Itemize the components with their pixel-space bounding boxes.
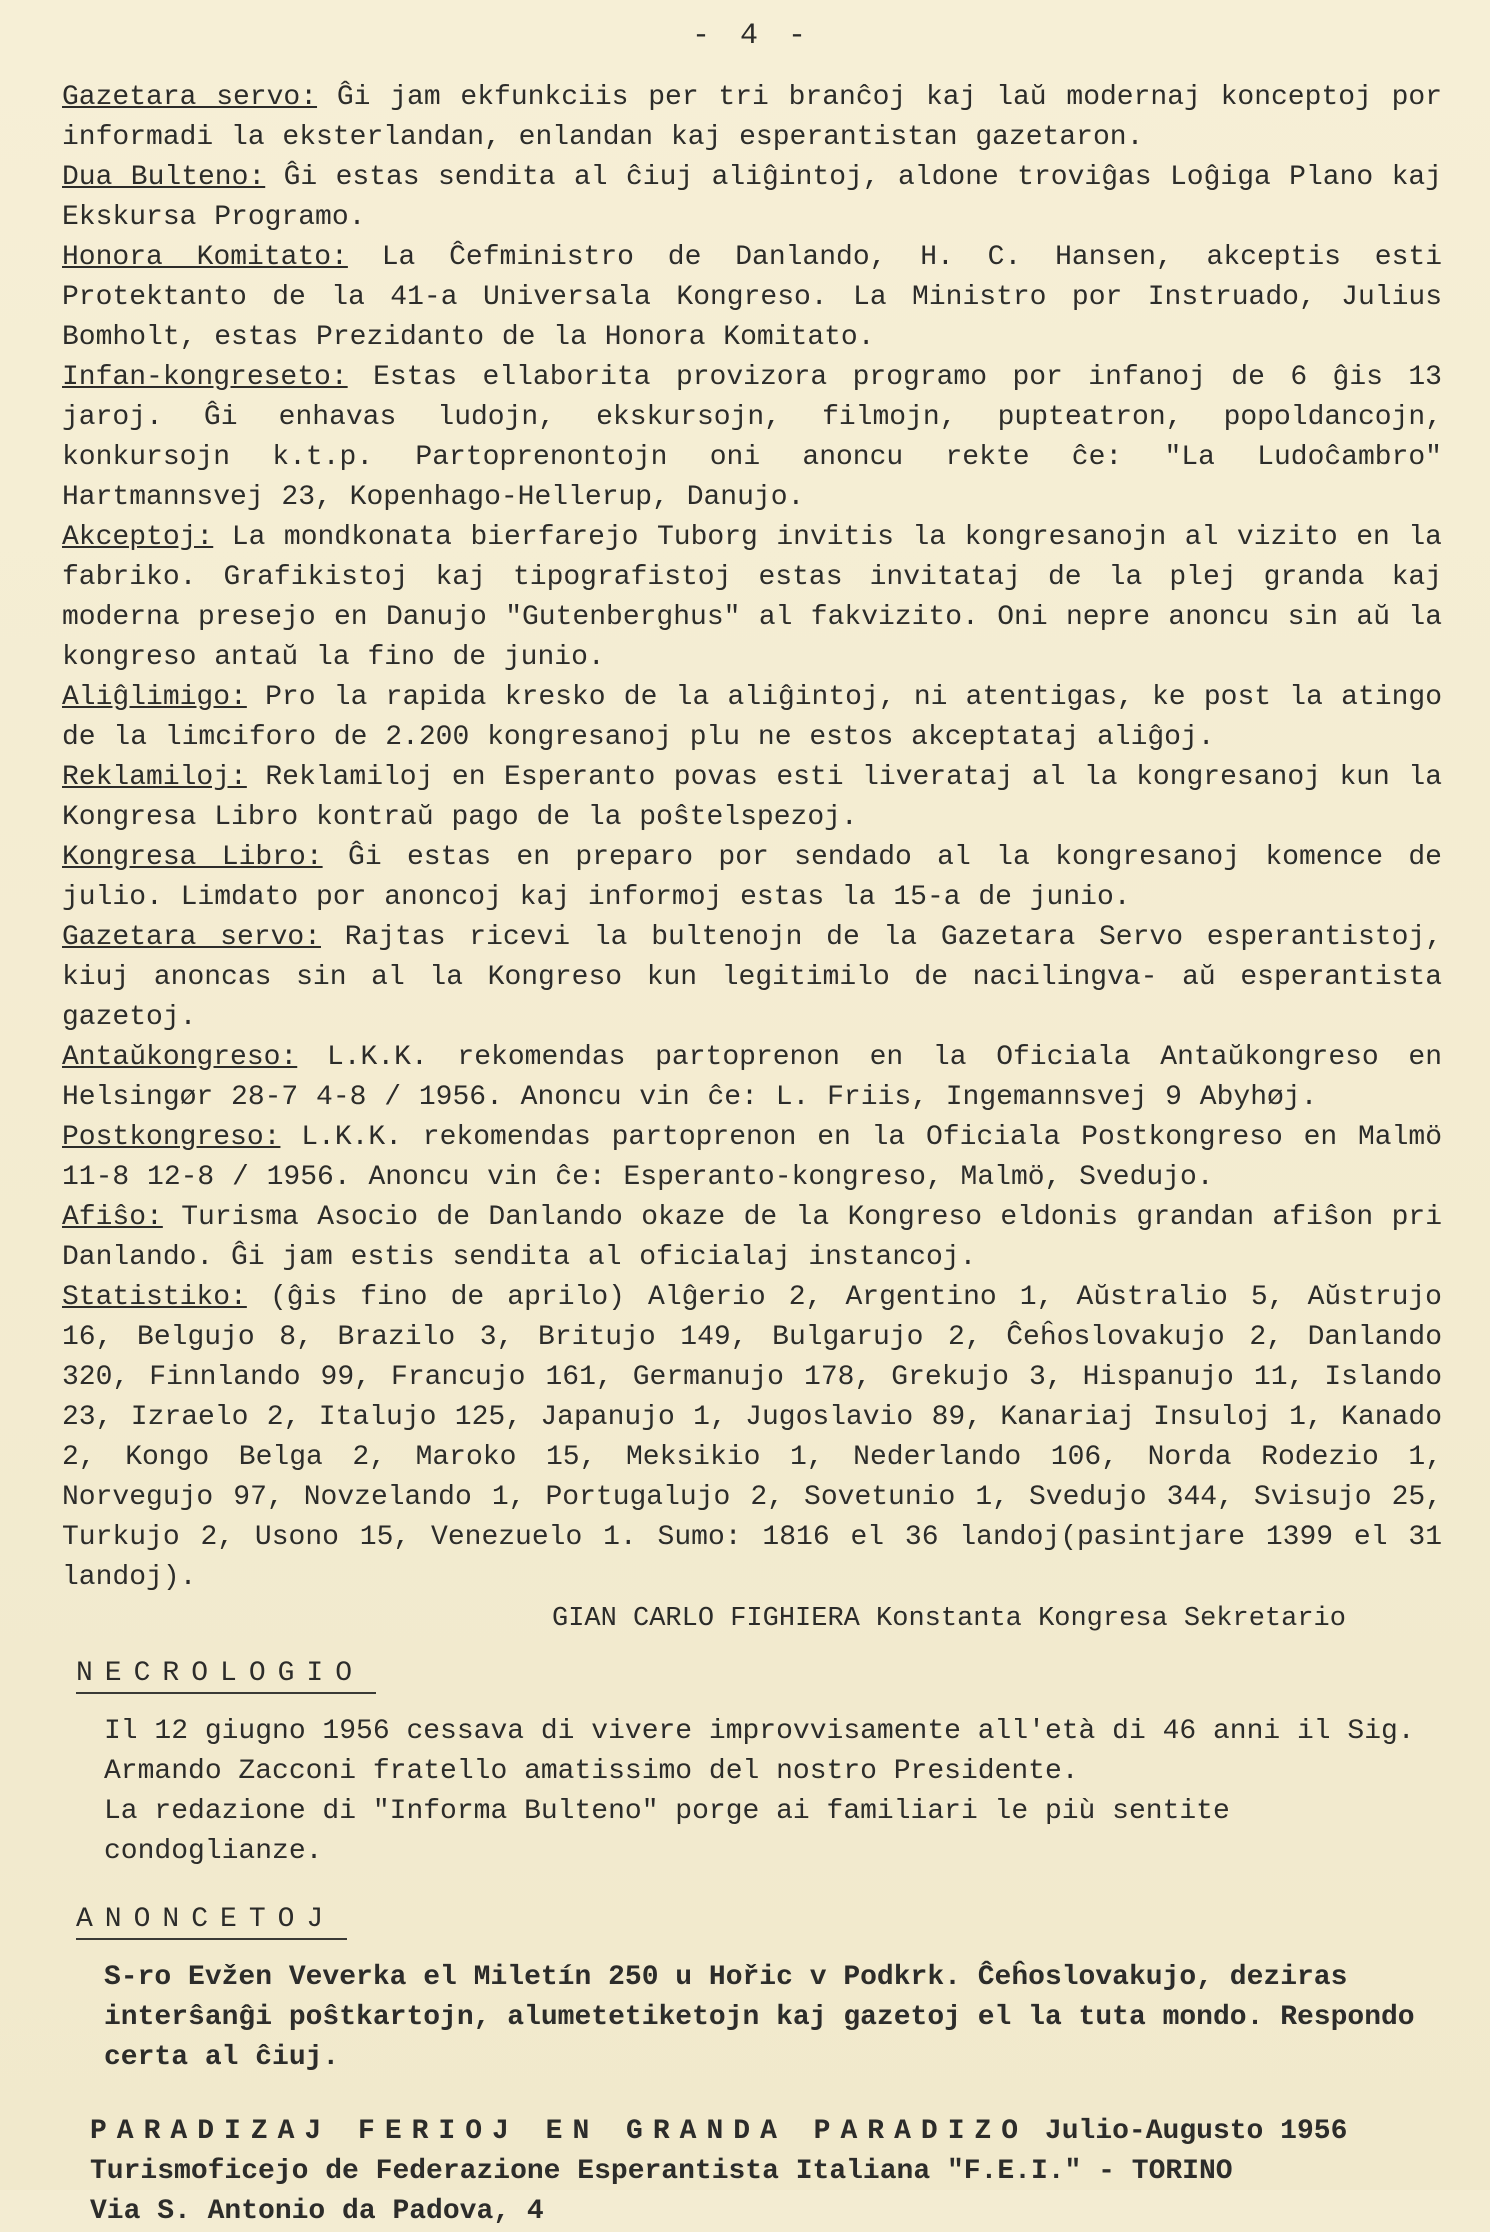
anoncetoj-text: S-ro Evžen Veverka el Miletín 250 u Hořic v Podkrk. Ĉeĥoslovakujo, deziras interŝanĝi poŝtkartojn, alumetetiketojn kaj gazetoj el la tuta mondo. Respondo certa al ĉiuj.	[104, 1962, 1415, 2073]
necrologio-section	[62, 1648, 1442, 1872]
entry-gazetara-servo-1	[62, 78, 1442, 158]
entry-afisxo	[62, 1198, 1442, 1278]
necrologio-line: Il 12 giugno 1956 cessava di vivere improvvisamente all'età di 46 anni il Sig. Armando Zacconi fratello amatissimo del nostro Presidente.	[104, 1716, 1415, 1787]
entry-infan-kongreseto	[62, 358, 1442, 518]
advertisement	[90, 2112, 1442, 2232]
entry-keyword: Aliĝlimigo:	[62, 682, 247, 713]
entry-keyword: Afiŝo:	[62, 1202, 163, 1233]
entry-gazetara-servo-2	[62, 918, 1442, 1038]
entry-antauxkongreso	[62, 1038, 1442, 1118]
entry-keyword: Statistiko:	[62, 1282, 247, 1313]
spacer	[62, 1872, 1442, 1894]
ad-organization: Turismoficejo de Federazione Esperantista Italiana "F.E.I." - TORINO	[90, 2156, 1233, 2187]
entry-text: (ĝis fino de aprilo) Alĝerio 2, Argentino 1, Aŭstralio 5, Aŭstrujo 16, Belgujo 8, Brazilo 3, Britujo 149, Bulgarujo 2, Ĉeĥoslovakujo 2, Danlando 320, Finnlando 99, Francujo 161, Germanujo 178, Grekujo 3, Hispanujo 11, Islando 23, Izraelo 2, Italujo 125, Japanujo 1, Jugoslavio 89, Kanariaj Insuloj 1, Kanado 2, Kongo Belga 2, Maroko 15, Meksikio 1, Nederlando 106, Norda Rodezio 1, Norvegujo 97, Novzelando 1, Portugalujo 2, Sovetunio 1, Svedujo 344, Svisujo 25, Turkujo 2, Usono 15, Venezuelo 1. Sumo: 1816 el 36 landoj(pasintjare 1399 el 31 landoj).	[62, 1282, 1442, 1593]
entry-text: La mondkonata bierfarejo Tuborg invitis la kongresanojn al vizito en la fabriko. Grafikistoj kaj tipografistoj estas invitataj de la plej granda kaj moderna presejo en Danujo "Gutenberghus" al fakvizito. Oni nepre anoncu sin aŭ la kongreso antaŭ la fino de junio.	[62, 522, 1442, 673]
entry-keyword: Kongresa Libro:	[62, 842, 323, 873]
entry-text: Rajtas ricevi la bultenojn de la Gazetara Servo esperantistoj, kiuj anoncas sin al la Kongreso kun legitimilo de nacilingva- aŭ esperantista gazetoj.	[62, 922, 1442, 1033]
entry-aligxlimigo	[62, 678, 1442, 758]
entry-text: Estas ellaborita provizora programo por infanoj de 6 ĝis 13 jaroj. Ĝi enhavas ludojn, ekskursojn, filmojn, pupteatron, popoldancojn, konkursojn k.t.p. Partoprenontojn oni anoncu rekte ĉe: "La Ludoĉambro" Hartmannsvej 23, Kopenhago-Hellerup, Danujo.	[62, 362, 1442, 513]
entry-text: Turisma Asocio de Danlando okaze de la Kongreso eldonis grandan afiŝon pri Danlando. Ĝi jam estis sendita al oficialaj instancoj.	[62, 1202, 1442, 1273]
entry-honora-komitato	[62, 238, 1442, 358]
entry-text: Reklamiloj en Esperanto povas esti liverataj al la kongresanoj kun la Kongresa Libro kontraŭ pago de la poŝtelspezoj.	[62, 762, 1442, 833]
signature: GIAN CARLO FIGHIERA Konstanta Kongresa Sekretario	[552, 1604, 1346, 1634]
entry-reklamiloj	[62, 758, 1442, 838]
entry-keyword: Honora Komitato:	[62, 242, 348, 273]
entry-statistiko	[62, 1278, 1442, 1598]
anoncetoj-heading: ANONCETOJ	[76, 1902, 347, 1940]
ad-dates: Julio-Augusto 1956	[1044, 2116, 1348, 2147]
entry-akceptoj	[62, 518, 1442, 678]
entry-text: Ĝi estas sendita al ĉiuj aliĝintoj, aldone troviĝas Loĝiga Plano kaj Ekskursa Programo.	[62, 162, 1442, 233]
entry-text: L.K.K. rekomendas partoprenon en la Oficiala Postkongreso en Malmö 11-8 12-8 / 1956. Anoncu vin ĉe: Esperanto-kongreso, Malmö, Svedujo.	[62, 1122, 1442, 1193]
necrologio-line: La redazione di "Informa Bulteno" porge ai familiari le più sentite condoglianze.	[104, 1796, 1230, 1867]
entry-text: L.K.K. rekomendas partoprenon en la Oficiala Antaŭkongreso en Helsingør 28-7 4-8 / 1956. Anoncu vin ĉe: L. Friis, Ingemannsvej 9 Abyhøj.	[62, 1042, 1443, 1113]
entry-keyword: Akceptoj:	[62, 522, 214, 553]
anoncetoj-section	[62, 1894, 1442, 2078]
entry-dua-bulteno	[62, 158, 1442, 238]
page-number: - 4 -	[691, 19, 812, 53]
congress-news	[62, 78, 1442, 1598]
entry-text: La Ĉefministro de Danlando, H. C. Hansen, akceptis esti Protektanto de la 41-a Universala Kongreso. La Ministro por Instruado, Julius Bomholt, estas Prezidanto de la Honora Komitato.	[62, 242, 1443, 353]
entry-keyword: Gazetara servo:	[62, 82, 318, 113]
entry-kongresa-libro	[62, 838, 1442, 918]
entry-text: Ĝi jam ekfunkciis per tri branĉoj kaj laŭ modernaj konceptoj por informadi la eksterlandan, enlandan kaj esperantistan gazetaron.	[62, 82, 1443, 153]
entry-text: Ĝi estas en preparo por sendado al la kongresanoj komence de julio. Limdato por anoncoj kaj informoj estas la 15-a de junio.	[62, 842, 1442, 913]
entry-keyword: Gazetara servo:	[62, 922, 321, 953]
ad-title: PARADIZAJ FERIOJ EN GRANDA PARADIZO	[90, 2116, 1029, 2147]
ad-headline-row	[90, 2112, 1442, 2152]
entry-keyword: Dua Bulteno:	[62, 162, 266, 193]
entry-keyword: Postkongreso:	[62, 1122, 281, 1153]
entry-text: Pro la rapida kresko de la aliĝintoj, ni atentigas, ke post la atingo de la limciforo de 2.200 kongresanoj plu ne estos akceptataj aliĝoj.	[62, 682, 1442, 753]
necrologio-heading: NECROLOGIO	[76, 1656, 376, 1694]
entry-keyword: Infan-kongreseto:	[62, 362, 348, 393]
ad-address: Via S. Antonio da Padova, 4	[90, 2196, 544, 2227]
entry-keyword: Antaŭkongreso:	[62, 1042, 298, 1073]
entry-postkongreso	[62, 1118, 1442, 1198]
entry-keyword: Reklamiloj:	[62, 762, 247, 793]
